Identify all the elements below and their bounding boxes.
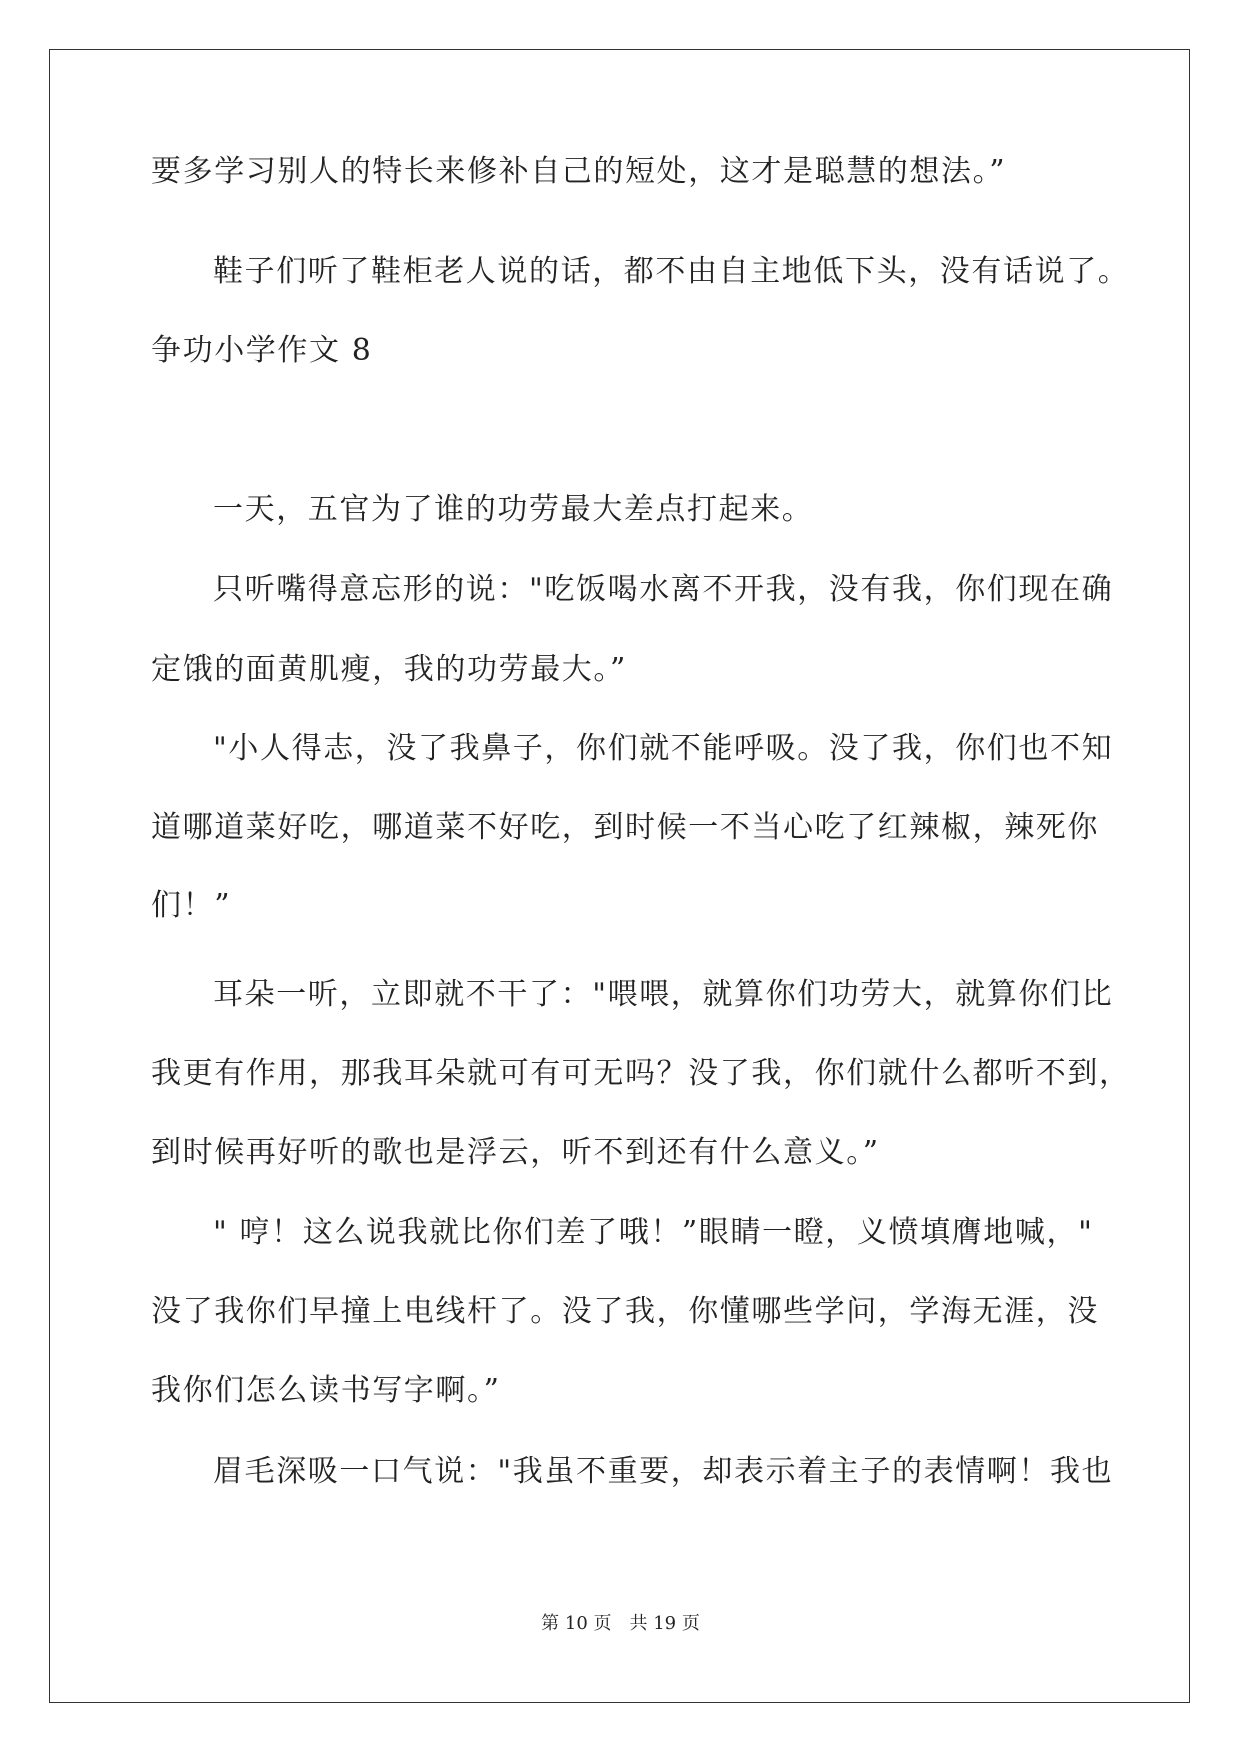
text-line: 道哪道菜好吃，哪道菜不好吃，到时候一不当心吃了红辣椒，辣死你	[151, 810, 1099, 845]
text-line: 一天，五官为了谁的功劳最大差点打起来。	[213, 492, 814, 527]
text-line: 们！”	[151, 888, 232, 923]
text-line: " 哼！这么说我就比你们差了哦！”眼睛一瞪，义愤填膺地喊，"	[213, 1215, 1094, 1250]
text-line: 到时候再好听的歌也是浮云，听不到还有什么意义。”	[151, 1135, 880, 1170]
page-footer	[0, 1612, 1241, 1636]
text-line: 定饿的面黄肌瘦，我的功劳最大。”	[151, 652, 627, 687]
text-line: 耳朵一听，立即就不干了："喂喂，就算你们功劳大，就算你们比	[213, 977, 1114, 1012]
text-line: 没了我你们早撞上电线杆了。没了我，你懂哪些学问，学海无涯，没	[151, 1294, 1099, 1329]
text-line: 我更有作用，那我耳朵就可有可无吗？没了我，你们就什么都听不到，	[151, 1056, 1131, 1091]
section-heading: 争功小学作文 8	[151, 333, 373, 368]
text-line: 只听嘴得意忘形的说："吃饭喝水离不开我，没有我，你们现在确	[213, 572, 1114, 607]
page-total: 共 19 页	[629, 1613, 700, 1634]
text-line: 眉毛深吸一口气说："我虽不重要，却表示着主子的表情啊！我也	[213, 1454, 1114, 1489]
text-line: "小人得志，没了我鼻子，你们就不能呼吸。没了我，你们也不知	[213, 731, 1114, 766]
text-line: 要多学习别人的特长来修补自己的短处，这才是聪慧的想法。”	[151, 154, 1007, 189]
text-line: 鞋子们听了鞋柜老人说的话，都不由自主地低下头，没有话说了。	[213, 254, 1130, 289]
text-line: 我你们怎么读书写字啊。”	[151, 1373, 501, 1408]
page-number: 第 10 页	[541, 1613, 612, 1634]
